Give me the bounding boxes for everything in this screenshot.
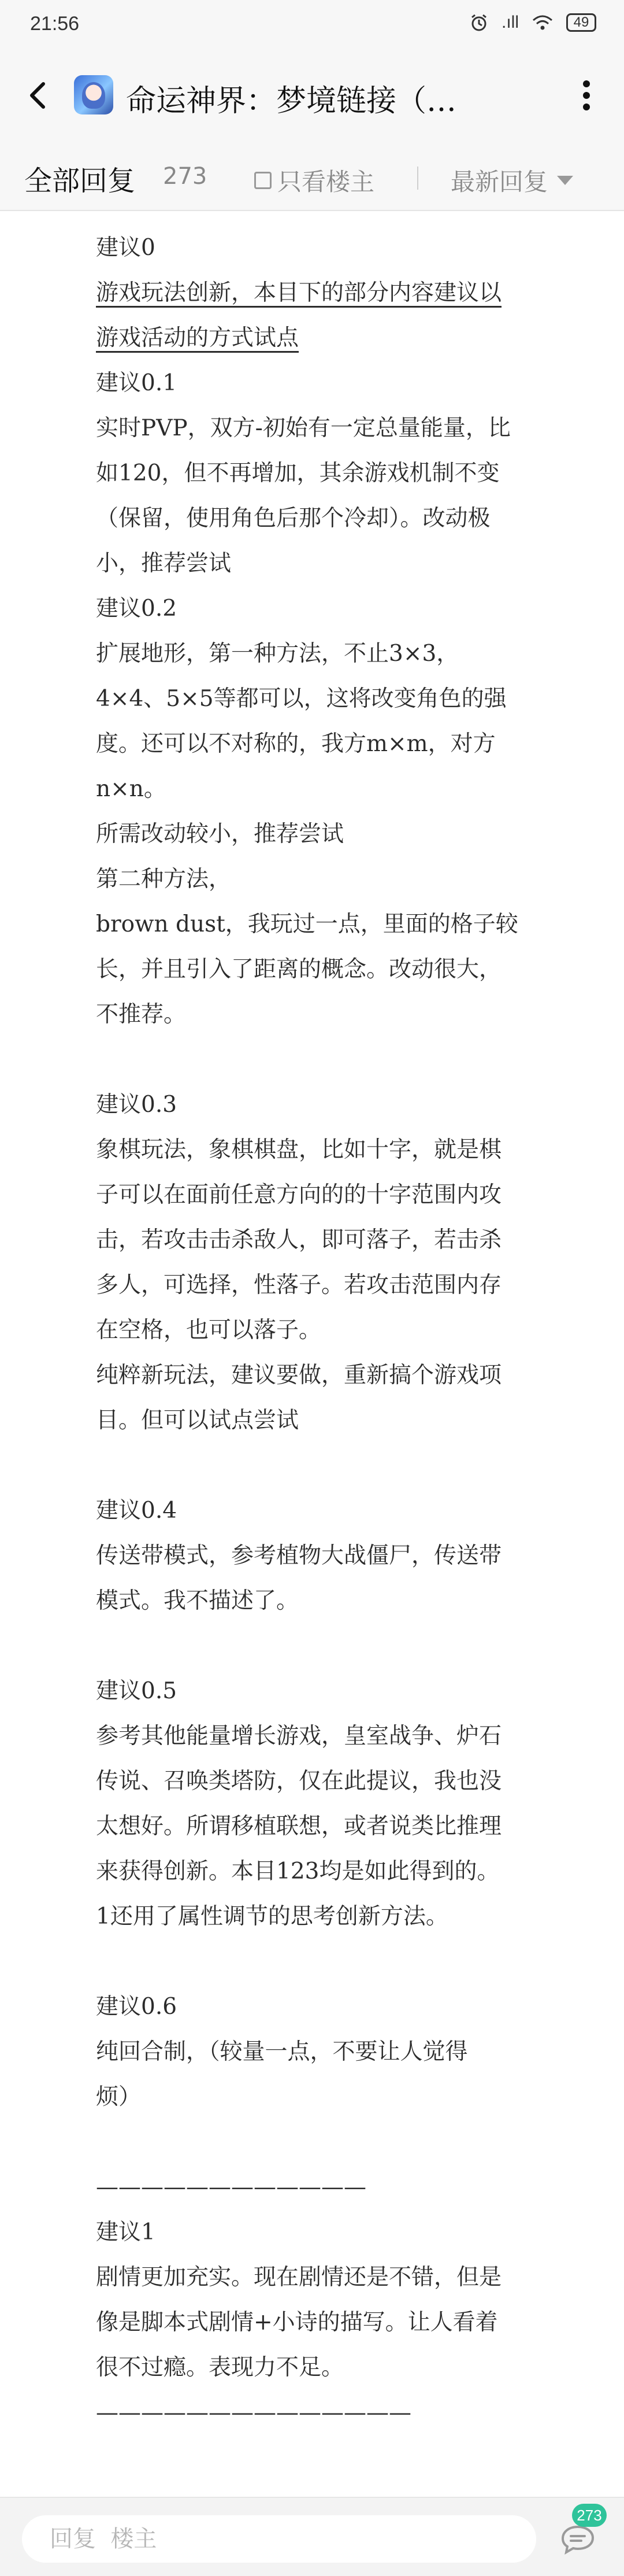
- dropdown-triangle-icon: [557, 176, 573, 185]
- battery-indicator: 49: [566, 13, 596, 32]
- filter-divider: [417, 167, 418, 190]
- only-op-label: 只看楼主: [277, 168, 375, 196]
- post-text-line: 4×4、5×5等都可以，这将改变角色的强: [96, 686, 507, 712]
- post-text-line: ————————————: [96, 2174, 366, 2200]
- post-text-line: 纯回合制，（较量一点，不要让人觉得: [96, 2039, 468, 2065]
- post-text-line: 参考其他能量增长游戏，皇室战争、炉石: [96, 1723, 502, 1749]
- vertical-dots-icon: [582, 79, 591, 112]
- sort-dropdown[interactable]: [451, 163, 573, 198]
- post-text-line: 建议0.5: [96, 1678, 177, 1704]
- post-text-line: 小，推荐尝试: [96, 550, 232, 576]
- blank-line: [96, 2120, 604, 2165]
- post-text-line: 建议0.1: [96, 370, 177, 396]
- blank-line: [96, 1624, 604, 1669]
- post-text-line: 所需改动较小，推荐尝试: [96, 821, 344, 847]
- post-text-line: 长，并且引入了距离的概念。改动很大，: [96, 956, 502, 982]
- post-text-line: 如120，但不再增加，其余游戏机制不变: [96, 460, 500, 486]
- title-bar: [0, 52, 624, 139]
- post-text-line: 传送带模式，参考植物大战僵尸，传送带: [96, 1543, 502, 1569]
- bottom-reply-bar: [0, 2497, 624, 2576]
- post-text-line: brown dust，我玩过一点，里面的格子较: [96, 911, 518, 937]
- status-bar: [0, 0, 624, 52]
- post-text-line: 击，若攻击击杀敌人，即可落子，若击杀: [96, 1227, 502, 1253]
- post-text-line: 建议0.3: [96, 1092, 177, 1118]
- post-text-line: 剧情更加充实。现在剧情还是不错，但是: [96, 2264, 502, 2290]
- post-text-line: 象棋玩法，象棋棋盘，比如十字，就是棋: [96, 1137, 502, 1163]
- post-text-line: 多人，可选择，性落子。若攻击范围内存: [96, 1272, 502, 1298]
- post-text-line: 建议1: [96, 2219, 155, 2245]
- post-text-line: 像是脚本式剧情+小诗的描写。让人看着: [96, 2309, 498, 2335]
- post-text-line: 来获得创新。本目123均是如此得到的。: [96, 1858, 500, 1884]
- post-text-line: 目。但可以试点尝试: [96, 1407, 299, 1433]
- post-text-line: 游戏活动的方式试点: [96, 325, 299, 351]
- sort-label: 最新回复: [451, 168, 548, 196]
- post-text-line: 纯粹新玩法，建议要做，重新搞个游戏项: [96, 1362, 502, 1388]
- post-text-line: 扩展地形，第一种方法，不止3×3，: [96, 641, 459, 667]
- post-text-line: 不推荐。: [96, 1001, 187, 1028]
- signal-icon: .ıll: [502, 13, 519, 32]
- game-avatar-icon[interactable]: [74, 75, 113, 114]
- reply-filter-bar: [0, 139, 624, 211]
- comment-count-badge: 273: [572, 2504, 607, 2527]
- post-text-line: ——————————————: [96, 2400, 411, 2426]
- post-text-line: 太想好。所谓移植联想，或者说类比推理: [96, 1813, 502, 1839]
- post-text-line: 模式。我不描述了。: [96, 1588, 299, 1614]
- post-text-line: 实时PVP，双方-初始有一定总量能量，比: [96, 415, 511, 441]
- comments-button[interactable]: [559, 2521, 606, 2562]
- post-text-line: （保留，使用角色后那个冷却）。改动极: [96, 505, 491, 531]
- status-icons: [469, 13, 596, 32]
- post-text-line: n×n。: [96, 776, 166, 802]
- post-content: [96, 226, 604, 2435]
- only-op-checkbox[interactable]: [254, 172, 272, 189]
- chevron-left-icon: [27, 81, 48, 110]
- reply-input[interactable]: [22, 2515, 536, 2563]
- post-text-line: 建议0: [96, 235, 155, 261]
- post-text-line: 建议0.4: [96, 1498, 177, 1524]
- reply-count: 273: [163, 163, 207, 190]
- blank-line: [96, 1037, 604, 1082]
- back-button[interactable]: [17, 75, 58, 116]
- post-text-line: 很不过瘾。表现力不足。: [96, 2355, 344, 2381]
- post-text-line: 烦）: [96, 2084, 142, 2110]
- only-op-toggle[interactable]: [254, 163, 374, 198]
- blank-line: [96, 1939, 604, 1984]
- page-title: 命运神界：梦境链接（…: [126, 84, 457, 119]
- post-text-line: 在空格，也可以落子。: [96, 1317, 322, 1343]
- post-text-line: 游戏玩法创新，本目下的部分内容建议以: [96, 280, 502, 306]
- wifi-icon: [532, 14, 554, 31]
- post-text-line: 建议0.6: [96, 1994, 177, 2020]
- more-options-button[interactable]: [566, 75, 607, 116]
- post-text-line: 子可以在面前任意方向的的十字范围内攻: [96, 1182, 502, 1208]
- blank-line: [96, 1443, 604, 1488]
- alarm-icon: [469, 13, 489, 32]
- all-replies-tab[interactable]: 全部回复: [24, 165, 136, 197]
- post-text-line: 传说、召唤类塔防，仅在此提议，我也没: [96, 1768, 502, 1794]
- post-text-line: 建议0.2: [96, 596, 177, 622]
- post-text-line: 1还用了属性调节的思考创新方法。: [96, 1904, 448, 1930]
- post-text-line: 度。还可以不对称的，我方m×m，对方: [96, 731, 496, 757]
- status-time: 21:56: [30, 13, 80, 35]
- post-text-line: 第二种方法，: [96, 866, 232, 892]
